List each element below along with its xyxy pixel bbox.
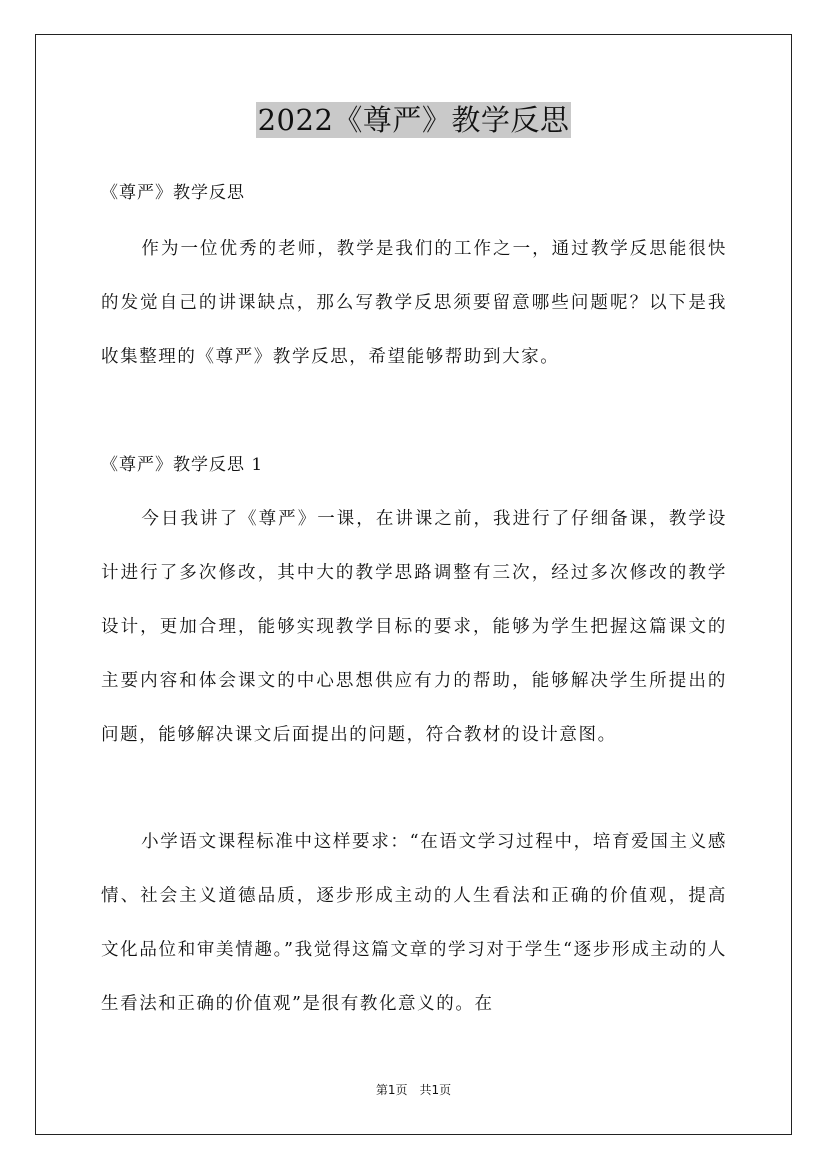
- paragraph-1-text: 今日我讲了《尊严》一课，在讲课之前，我进行了仔细备课，教学设计进行了多次修改，其中大的教学思路调整有三次，经过多次修改的教学设计，更加合理，能够实现教学目标的要求，能够为学生把握这篇课文的主要内容和体会课文的中心思想供应有力的帮助，能够解决学生所提出的问题，能够解决课文后面提出的问题，符合教材的设计意图。: [101, 509, 727, 745]
- document-title: [0, 100, 827, 140]
- body-paragraph-2: [101, 815, 727, 1031]
- intro-text: 作为一位优秀的老师，教学是我们的工作之一，通过教学反思能很快的发觉自己的讲课缺点，那么写教学反思须要留意哪些问题呢？以下是我收集整理的《尊严》教学反思，希望能够帮助到大家。: [101, 239, 727, 367]
- document-subtitle: 《尊严》教学反思: [101, 183, 245, 203]
- paragraph-2-text: 小学语文课程标准中这样要求：“在语文学习过程中，培育爱国主义感情、社会主义道德品质，逐步形成主动的人生看法和正确的价值观，提高文化品位和审美情趣。”我觉得这篇文章的学习对于学生“逐步形成主动的人生看法和正确的价值观”是很有教化意义的。在: [101, 832, 727, 1014]
- intro-paragraph: [101, 222, 727, 384]
- title-text: 2022《尊严》教学反思: [257, 103, 570, 137]
- section-heading: 《尊严》教学反思 1: [101, 455, 264, 475]
- page-number-footer: 第1页 共1页: [375, 1083, 452, 1097]
- body-paragraph-1: [101, 492, 727, 762]
